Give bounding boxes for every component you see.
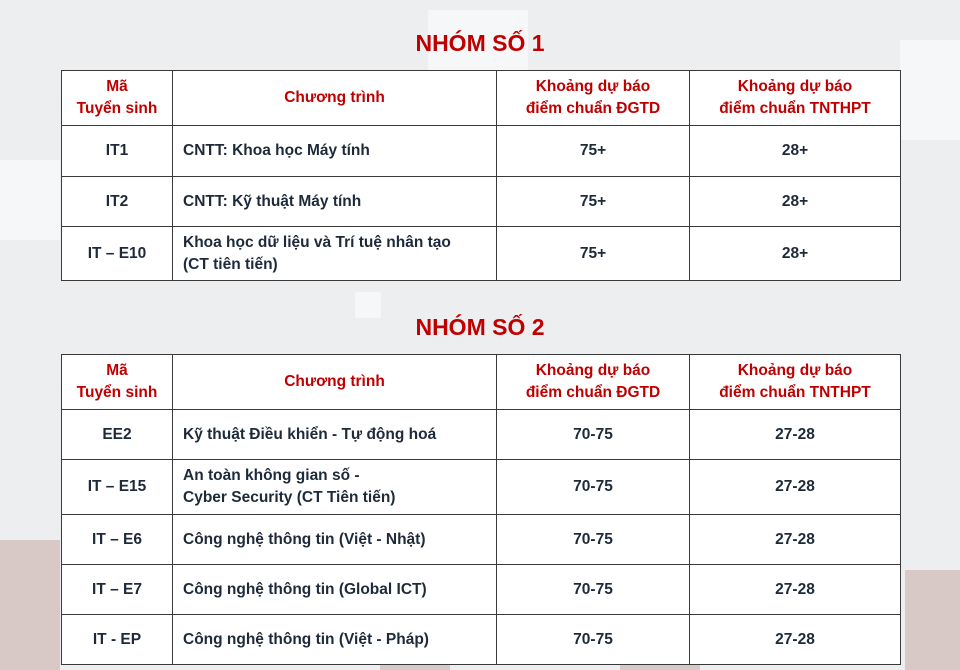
table-header-row [62,71,901,126]
header-program: Chương trình [173,71,497,126]
table-row [62,126,901,177]
cell-program-line1: CNTT: Kỹ thuật Máy tính [183,192,362,210]
cell-program [173,177,497,227]
group2-title: NHÓM SỐ 2 [415,314,545,340]
cell-program [173,565,497,615]
cell-program-line1: Công nghệ thông tin (Việt - Nhật) [183,530,426,548]
cell-program-line1: Công nghệ thông tin (Global ICT) [183,580,427,598]
header-tnthpt [690,71,901,126]
cell-program-line1: Công nghệ thông tin (Việt - Pháp) [183,630,429,648]
header-dgtd-line1: Khoảng dự báo [535,78,651,95]
cell-dgtd: 70-75 [497,615,690,665]
cell-tnthpt: 27-28 [690,460,901,515]
header-code-line1: Mã [106,78,128,95]
cell-code: IT – E15 [62,460,173,515]
header-program: Chương trình [173,355,497,410]
cell-code: IT – E6 [62,515,173,565]
header-tnthpt-line1: Khoảng dự báo [737,362,853,379]
cell-code: IT - EP [62,615,173,665]
header-dgtd-line1: Khoảng dự báo [535,362,651,379]
cell-code: IT2 [62,177,173,227]
cell-dgtd: 70-75 [497,565,690,615]
header-dgtd-line2: điểm chuẩn ĐGTD [525,100,661,117]
table-row [62,227,901,281]
header-code [62,71,173,126]
header-tnthpt-line2: điểm chuẩn TNTHPT [719,100,871,117]
table-row [62,615,901,665]
cell-tnthpt: 27-28 [690,515,901,565]
header-dgtd-line2: điểm chuẩn ĐGTD [525,384,661,401]
table-header-row [62,355,901,410]
header-tnthpt-line2: điểm chuẩn TNTHPT [719,384,871,401]
cell-program [173,410,497,460]
header-code-line2: Tuyển sinh [76,384,158,401]
cell-tnthpt: 27-28 [690,565,901,615]
header-code [62,355,173,410]
cell-code: EE2 [62,410,173,460]
cell-program [173,227,497,281]
group2-table [61,354,901,665]
cell-dgtd: 75+ [497,227,690,281]
cell-program-line1: Kỹ thuật Điều khiển - Tự động hoá [183,425,437,443]
cell-program-line2: (CT tiên tiến) [183,255,278,273]
cell-program [173,515,497,565]
table-row [62,177,901,227]
cell-tnthpt: 28+ [690,126,901,177]
cell-dgtd: 70-75 [497,460,690,515]
header-code-line1: Mã [106,362,128,379]
table-row [62,410,901,460]
cell-program-line1: An toàn không gian số - [183,467,360,484]
table-row [62,565,901,615]
cell-tnthpt: 28+ [690,227,901,281]
cell-program-line1: CNTT: Khoa học Máy tính [183,142,370,159]
cell-program [173,615,497,665]
group1-table [61,70,901,281]
table-row [62,460,901,515]
cell-program-line1: Khoa học dữ liệu và Trí tuệ nhân tạo [183,233,451,251]
cell-code: IT – E7 [62,565,173,615]
cell-program [173,460,497,515]
cell-tnthpt: 28+ [690,177,901,227]
group1-title: NHÓM SỐ 1 [415,30,545,56]
header-tnthpt [690,355,901,410]
cell-tnthpt: 27-28 [690,410,901,460]
table-row [62,515,901,565]
cell-dgtd: 75+ [497,126,690,177]
cell-program-line2: Cyber Security (CT Tiên tiến) [183,489,396,506]
cell-dgtd: 70-75 [497,410,690,460]
cell-code: IT1 [62,126,173,177]
cell-program [173,126,497,177]
cell-dgtd: 75+ [497,177,690,227]
cell-tnthpt: 27-28 [690,615,901,665]
cell-code: IT – E10 [62,227,173,281]
header-dgtd [497,355,690,410]
cell-dgtd: 70-75 [497,515,690,565]
header-dgtd [497,71,690,126]
header-code-line2: Tuyển sinh [76,100,158,117]
header-tnthpt-line1: Khoảng dự báo [737,78,853,95]
